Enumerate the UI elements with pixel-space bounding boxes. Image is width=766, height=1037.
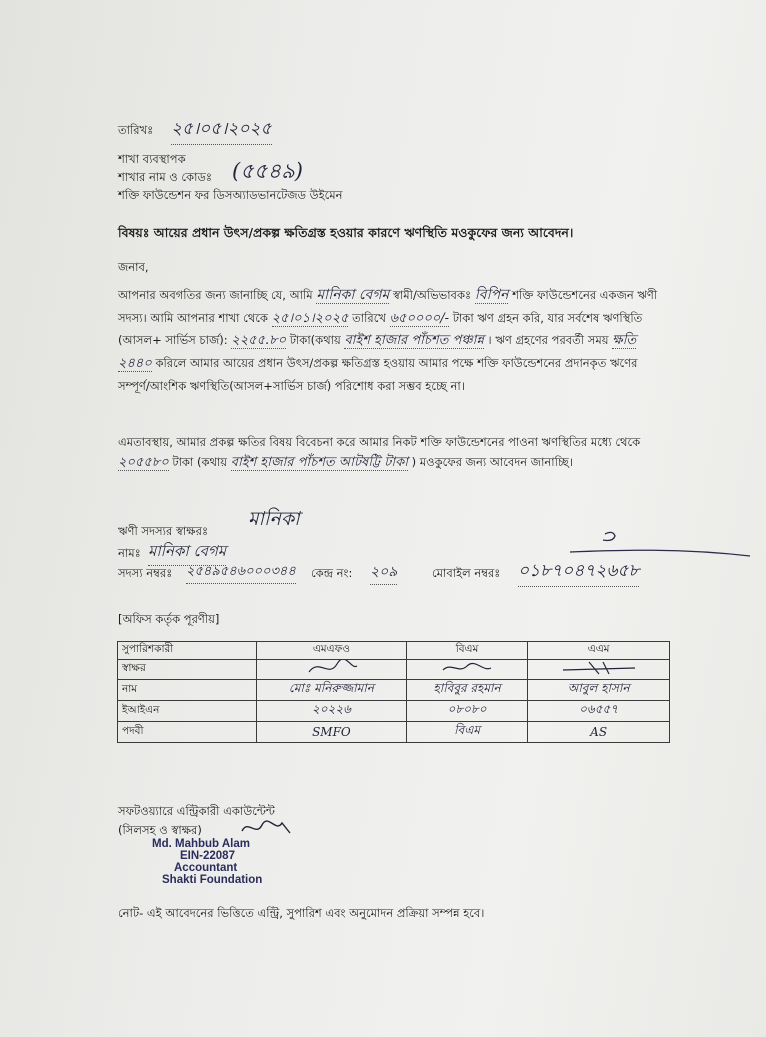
am-ein: ০৬৫৫৭ xyxy=(528,701,670,722)
stray-pen-stroke xyxy=(560,528,760,568)
mfo-name: মোঃ মনিরুজ্জামান xyxy=(257,680,407,701)
row-label-signature: স্বাক্ষর xyxy=(118,660,257,680)
office-table-name-row xyxy=(118,680,670,701)
bm-name: হাবিবুর রহমান xyxy=(406,680,527,701)
office-table-signature-row xyxy=(118,660,670,680)
row-label-ein: ইআইএন xyxy=(118,701,257,722)
para1-text-4: তারিখে xyxy=(352,310,386,325)
stamp-line-2: EIN-22087 xyxy=(180,850,235,863)
kendra-label: কেন্দ্র নং: xyxy=(311,566,353,580)
address-line-3: শক্তি ফাউন্ডেশন ফর ডিসঅ্যাডভানটেজড উইমেন xyxy=(118,188,343,202)
accountant-line-1: সফটওয়্যারে এন্ট্রিকারী একাউন্টেন্ট xyxy=(118,804,275,818)
address-line-1: শাখা ব্যবস্থাপক xyxy=(118,152,186,166)
row-label-name: নাম xyxy=(118,680,257,701)
para1-text-3: শক্তি ফাউন্ডেশনের একজন ঋণী সদস্য। আমি আপনার শাখা থেকে xyxy=(118,288,658,325)
guardian-fill: বিপিন xyxy=(474,287,509,303)
mfo-designation: SMFO xyxy=(257,722,407,743)
branch-code: (৫৫৪৯) xyxy=(232,159,303,183)
borrower-signature-label: ঋণী সদস্যর স্বাক্ষরঃ xyxy=(118,524,209,538)
office-note: [অফিস কর্তৃক পূরণীয়] xyxy=(118,612,220,626)
footer-note: নোট- এই আবেদনের ভিত্তিতে এন্ট্রি, সুপারিশ এবং অনুমোদন প্রক্রিয়া সম্পন্ন হবে। xyxy=(118,906,485,920)
kendra-number: ২০৯ xyxy=(370,560,397,585)
borrower-signature: মানিকা xyxy=(248,508,300,530)
borrower-name-label: নামঃ xyxy=(118,546,141,560)
borrower-name: মানিকা বেগম xyxy=(148,540,226,566)
date-label: তারিখঃ xyxy=(118,123,154,137)
mfo-signature xyxy=(257,660,407,680)
mobile-label: মোবাইল নম্বরঃ xyxy=(432,566,501,580)
paragraph-1 xyxy=(118,283,658,396)
stamp-line-1: Md. Mahbub Alam xyxy=(152,838,250,850)
member-number: ২৫৪৯৫৪৬০০০৩৪৪ xyxy=(186,562,296,584)
para1-text-8: করিলে আমার আয়ের প্রধান উৎস/প্রকল্প ক্ষতিগ্রস্ত হওয়ায় আমার পক্ষে শক্তি ফাউন্ডেশনের প্রদানকৃত ঋণের সম্পূর্ণ/আংশিক ঋণস্থিতি(আসল+সার্ভিস চার্জ) পরিশোধ করা সম্ভব হচ্ছে না। xyxy=(118,356,638,393)
mfo-ein: ২০২২৬ xyxy=(257,701,407,722)
loan-date-fill: ২৫।০১।২০২৫ xyxy=(271,310,349,326)
bm-signature xyxy=(406,660,527,680)
header-recommender: সুপারিশকারী xyxy=(118,642,257,660)
stamp-line-4: Shakti Foundation xyxy=(162,874,263,887)
balance-fill: ২২৫৫.৮০ xyxy=(231,333,287,349)
para1-text-5: টাকা ঋণ গ্রহন করি, যার সর্বশেষ ঋণস্থিতি (আসল+ সার্ভিস চার্জ): xyxy=(118,310,643,348)
para1-text-6: টাকা(কথায় xyxy=(289,333,341,348)
date-value: ২৫।০৫।২০২৫ xyxy=(171,116,272,145)
para1-text-1: আপনার অবগতির জন্য জানাচ্ছি যে, আমি xyxy=(118,288,313,302)
address-line-2-label: শাখার নাম ও কোডঃ xyxy=(118,170,213,184)
office-table-designation-row xyxy=(118,722,670,743)
header-am: এএম xyxy=(528,642,670,660)
mobile-number: ০১৮৭০৪৭২৬৫৮ xyxy=(518,558,639,587)
header-bm: বিএম xyxy=(406,642,527,660)
salutation: জনাব, xyxy=(118,260,149,274)
loan-amount-fill: ৬৫০০০০/- xyxy=(389,310,450,326)
para2-text-3: ) মওকুফের জন্য আবেদন জানাচ্ছি। xyxy=(411,455,573,470)
bm-ein: ০৮০৮০ xyxy=(406,701,527,722)
header-mfo: এমএফও xyxy=(257,642,407,660)
subject-line: বিষয়ঃ আয়ের প্রধান উৎস/প্রকল্প ক্ষতিগ্রস্ত হওয়ার কারণে ঋণস্থিতি মওকুফের জন্য আবেদন। xyxy=(118,225,574,240)
member-number-label: সদস্য নম্বরঃ xyxy=(118,566,173,580)
am-name: আবুল হাসান xyxy=(528,680,670,701)
balance-in-words-fill: বাইশ হাজার পাঁচশত পঞ্চান্ন xyxy=(344,333,484,349)
am-signature xyxy=(528,660,670,680)
paragraph-2 xyxy=(118,432,658,475)
waiver-in-words-fill: বাইশ হাজার পাঁচশত আটষট্টি টাকা xyxy=(230,455,408,471)
waiver-amount-fill: ২০৫৫৮০ xyxy=(118,455,169,471)
office-table-header-row xyxy=(118,642,670,660)
office-table-ein-row xyxy=(118,701,670,722)
stamp-line-3: Accountant xyxy=(174,862,238,875)
am-designation: AS xyxy=(528,722,670,743)
row-label-designation: পদবী xyxy=(118,722,257,743)
office-recommendation-table xyxy=(117,641,670,743)
para2-text-2: টাকা (কথায় xyxy=(172,455,228,470)
accountant-line-2: (সিলসহ ও স্বাক্ষর) xyxy=(118,823,202,837)
accountant-seal-stamp xyxy=(152,838,262,886)
para2-text-1: এমতাবস্থায়, আমার প্রকল্প ক্ষতির বিষয় বিবেচনা করে আমার নিকট শক্তি ফাউন্ডেশনের পাওনা ঋণস্থিতির মধ্যে থেকে xyxy=(118,435,641,449)
cause-fill: ক্ষতি ২৪৪০ xyxy=(118,333,637,371)
bm-designation: বিএম xyxy=(406,722,527,743)
borrower-name-fill: মানিকা বেগম xyxy=(316,287,390,303)
para1-text-7: । ঋণ গ্রহণের পরবর্তী সময় xyxy=(487,333,609,348)
para1-text-2: স্বামী/অভিভাবকঃ xyxy=(392,288,472,302)
